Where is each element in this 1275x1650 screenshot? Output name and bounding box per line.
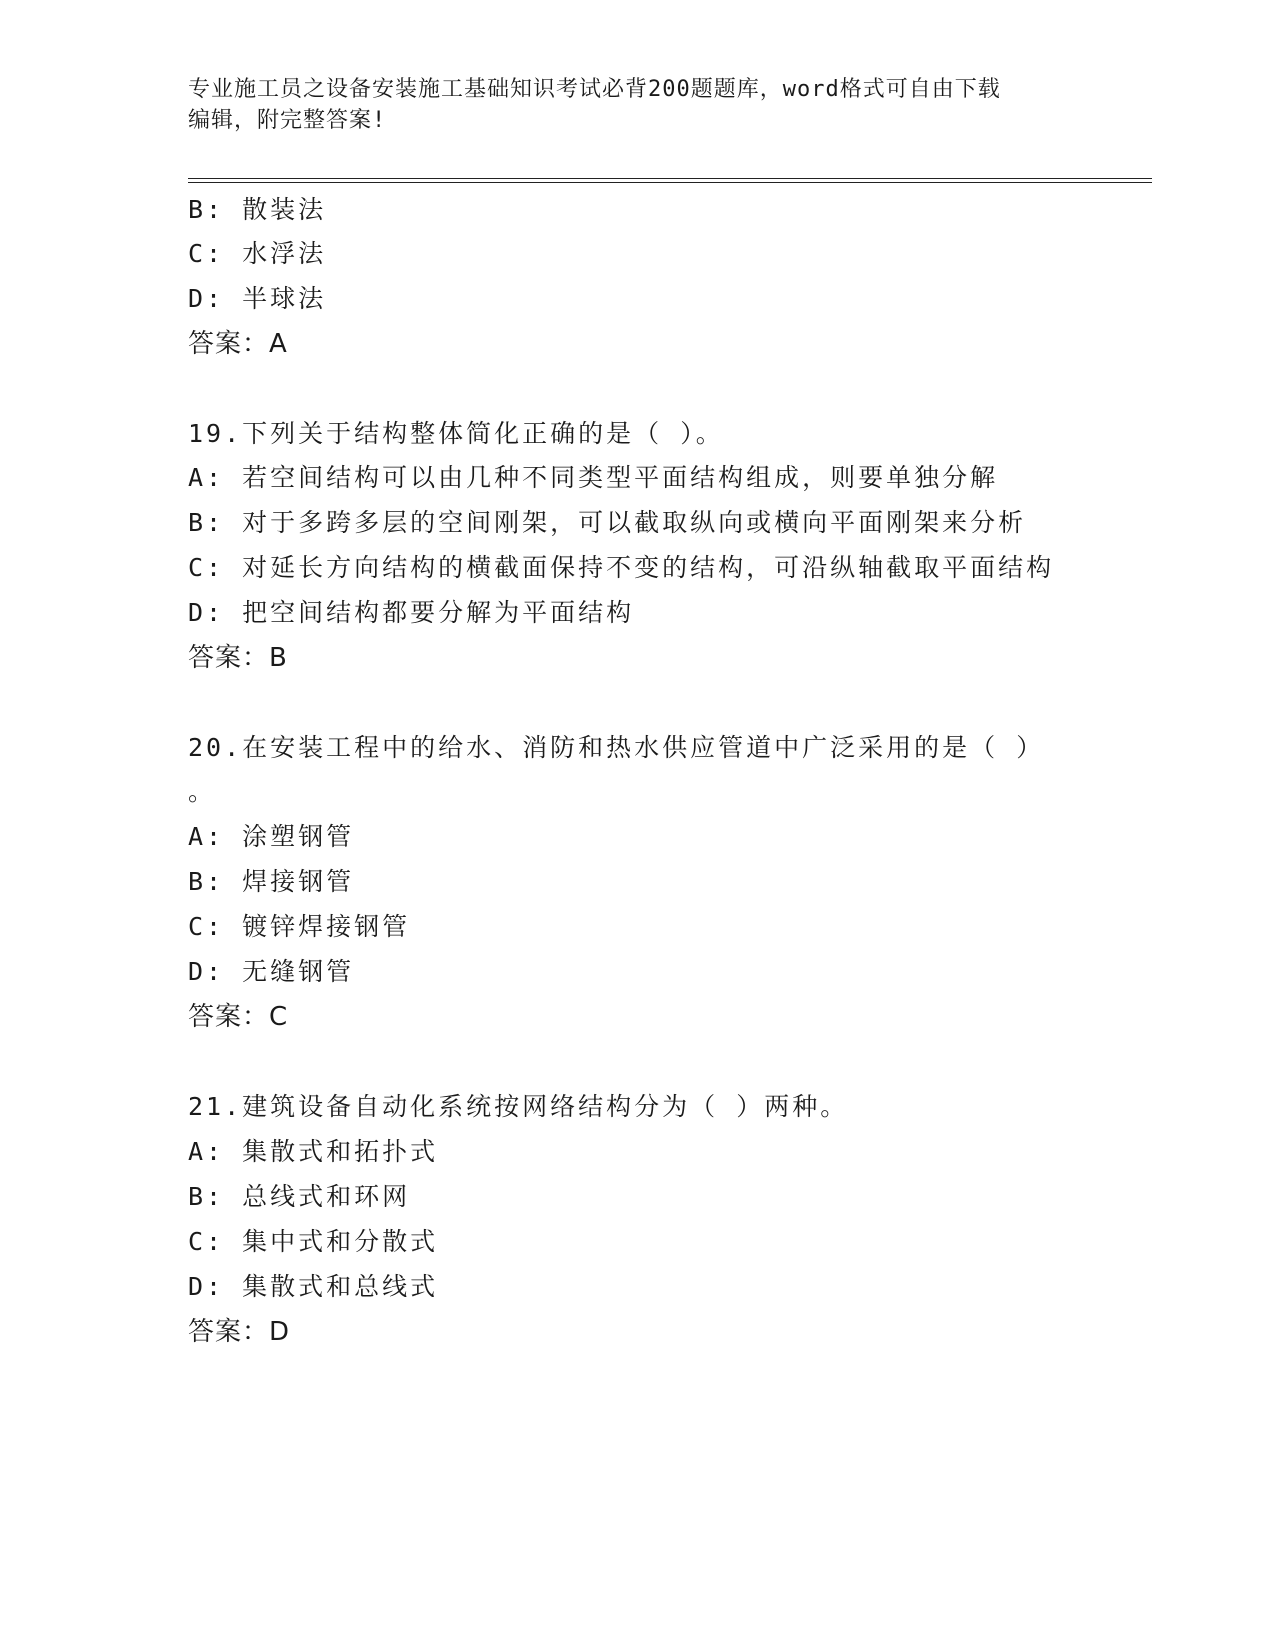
header-divider-bottom [188,182,1152,183]
q21-option-a: A: 集散式和拓扑式 [188,1137,439,1166]
q19-option-d: D: 把空间结构都要分解为平面结构 [188,598,635,627]
q19-option-c: C: 对延长方向结构的横截面保持不变的结构，可沿纵轴截取平面结构 [188,553,1055,582]
document-header [188,74,1088,136]
q21-option-d: D: 集散式和总线式 [188,1272,439,1301]
q21-option-c: C: 集中式和分散式 [188,1227,439,1256]
q21-stem: 21.建筑设备自动化系统按网络结构分为（ ）两种。 [188,1092,849,1121]
q18-option-b: B: 散装法 [188,195,327,224]
q20-option-d: D: 无缝钢管 [188,957,355,986]
q20-stem: 20.在安装工程中的给水、消防和热水供应管道中广泛采用的是（ ） [188,733,1045,762]
q20-option-a: A: 涂塑钢管 [188,822,355,851]
q21-option-b: B: 总线式和环网 [188,1182,411,1211]
q20-stem-continuation: 。 [188,777,217,806]
q20-option-c: C: 镀锌焊接钢管 [188,912,411,941]
q19-option-b: B: 对于多跨多层的空间刚架，可以截取纵向或横向平面刚架来分析 [188,508,1027,537]
q19-stem: 19.下列关于结构整体简化正确的是（ ）。 [188,419,724,448]
q19-answer: 答案：B [188,643,288,673]
q19-option-a: A: 若空间结构可以由几种不同类型平面结构组成，则要单独分解 [188,463,999,492]
q18-option-d: D: 半球法 [188,284,327,313]
header-title-line-2: 编辑，附完整答案! [188,108,387,133]
header-title-line-1: 专业施工员之设备安装施工基础知识考试必背200题题库，word格式可自由下载 [188,77,1001,102]
q20-option-b: B: 焊接钢管 [188,867,355,896]
q21-answer: 答案：D [188,1317,291,1347]
q18-option-c: C: 水浮法 [188,239,327,268]
header-divider-top [188,178,1152,179]
q18-answer: 答案：A [188,329,288,359]
q20-answer: 答案：C [188,1002,289,1032]
